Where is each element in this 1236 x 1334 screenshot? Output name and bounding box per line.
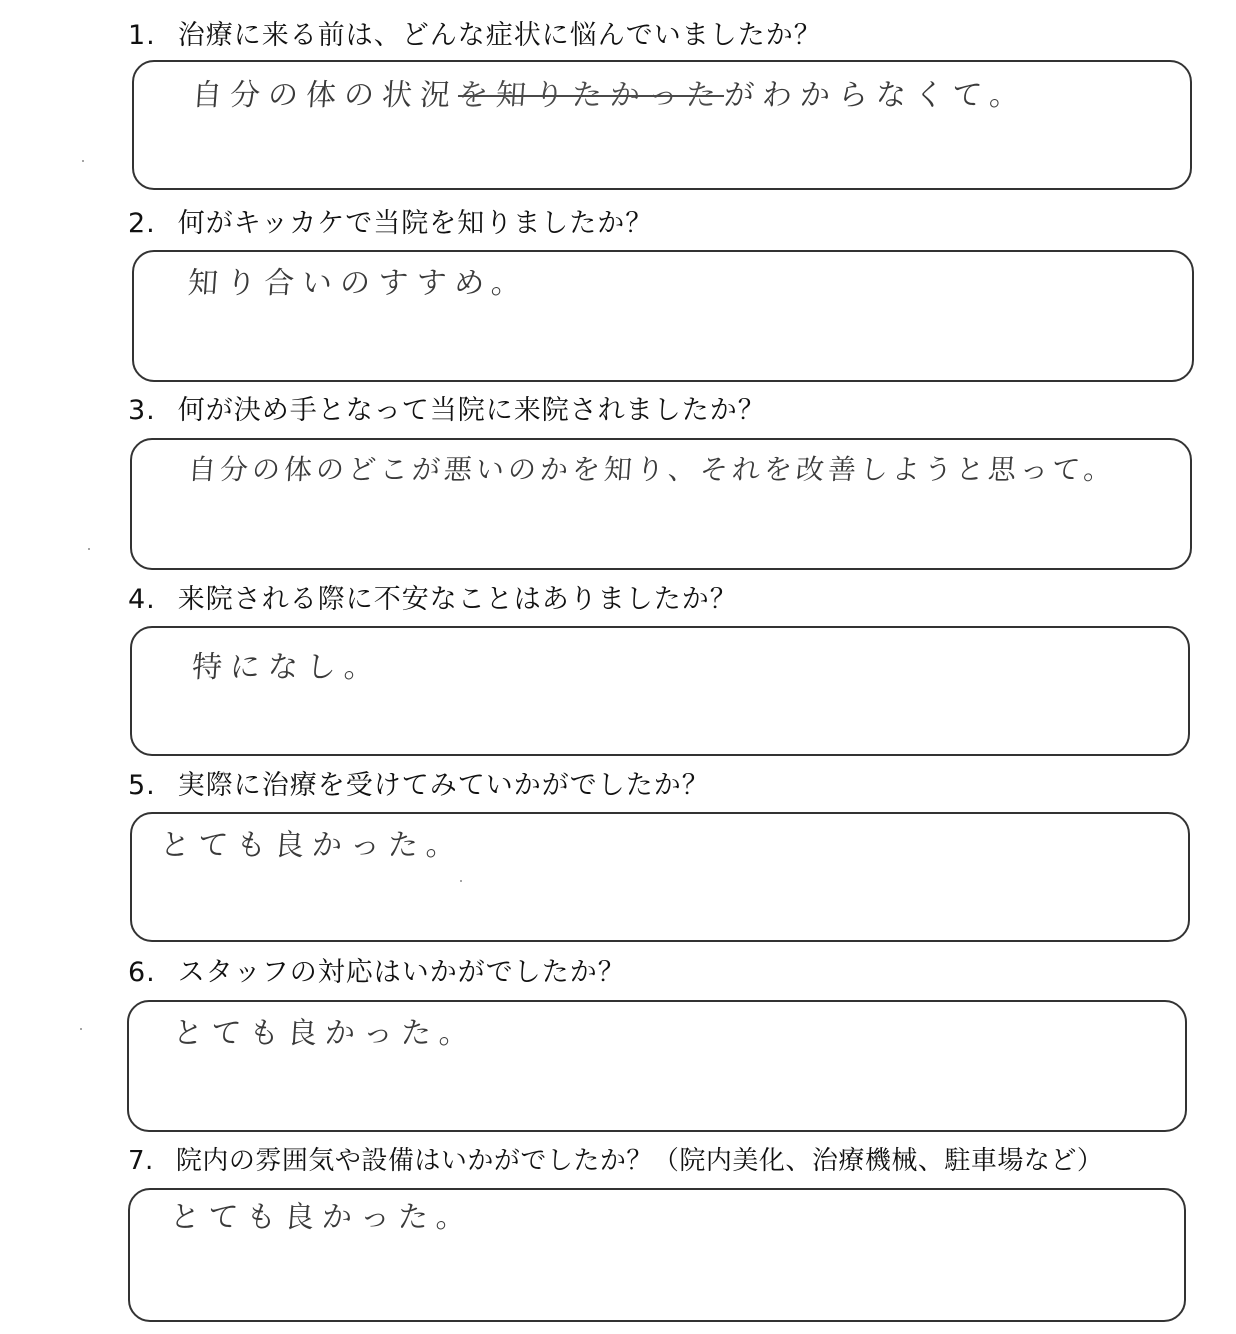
answer-2-box — [132, 250, 1194, 382]
question-7-text: 院内の雰囲気や設備はいかがでしたか？（院内美化、治療機械、駐車場など） — [175, 1146, 1104, 1176]
answer-1-part-before: 自分の体の状況 — [190, 78, 460, 113]
question-2-number: 2. — [128, 208, 156, 239]
answer-3-box — [130, 438, 1192, 570]
answer-5-text: とても良かった。 — [158, 828, 466, 863]
question-5-number: 5. — [128, 770, 156, 801]
answer-4-box — [130, 626, 1190, 756]
answer-7-text: とても良かった。 — [168, 1200, 476, 1235]
answer-2-text: 知り合いのすすめ。 — [186, 266, 531, 301]
answer-3-text: 自分の体のどこが悪いのかを知り、それを改善しようと思って。 — [186, 453, 1117, 486]
question-2-text: 何がキッカケで当院を知りましたか？ — [177, 208, 654, 239]
question-4-label — [128, 582, 738, 618]
answer-1-part-after: がわからなくて。 — [722, 78, 1029, 113]
answer-4-text: 特になし。 — [190, 650, 384, 685]
question-3-text: 何が決め手となって当院に来院されましたか？ — [177, 395, 766, 426]
answer-1-box — [132, 60, 1192, 190]
question-7-label — [128, 1143, 1103, 1179]
question-4-number: 4. — [128, 584, 156, 615]
question-5-label — [128, 768, 710, 804]
question-4-text: 来院される際に不安なことはありましたか？ — [177, 584, 738, 615]
question-3-number: 3. — [128, 395, 156, 426]
question-1-text: 治療に来る前は、どんな症状に悩んでいましたか？ — [177, 20, 822, 51]
scan-speck — [82, 160, 84, 162]
scan-speck — [460, 880, 462, 882]
answer-7-box — [128, 1188, 1186, 1322]
question-6-text: スタッフの対応はいかがでしたか？ — [177, 957, 626, 988]
answer-6-box — [127, 1000, 1187, 1132]
question-6-number: 6. — [128, 957, 156, 988]
answer-1-text — [191, 76, 1029, 116]
question-1-label — [128, 18, 822, 54]
answer-5-box — [130, 812, 1190, 942]
answer-1-struck-text: を知りたかった — [456, 78, 726, 113]
question-2-label — [128, 206, 653, 242]
scan-speck — [88, 548, 90, 550]
question-3-label — [128, 393, 766, 429]
question-1-number: 1. — [128, 20, 156, 51]
answer-6-text: とても良かった。 — [171, 1016, 479, 1051]
scan-speck — [80, 1028, 82, 1030]
question-7-number: 7. — [128, 1146, 154, 1176]
question-6-label — [128, 955, 626, 991]
question-5-text: 実際に治療を受けてみていかがでしたか？ — [177, 770, 710, 801]
